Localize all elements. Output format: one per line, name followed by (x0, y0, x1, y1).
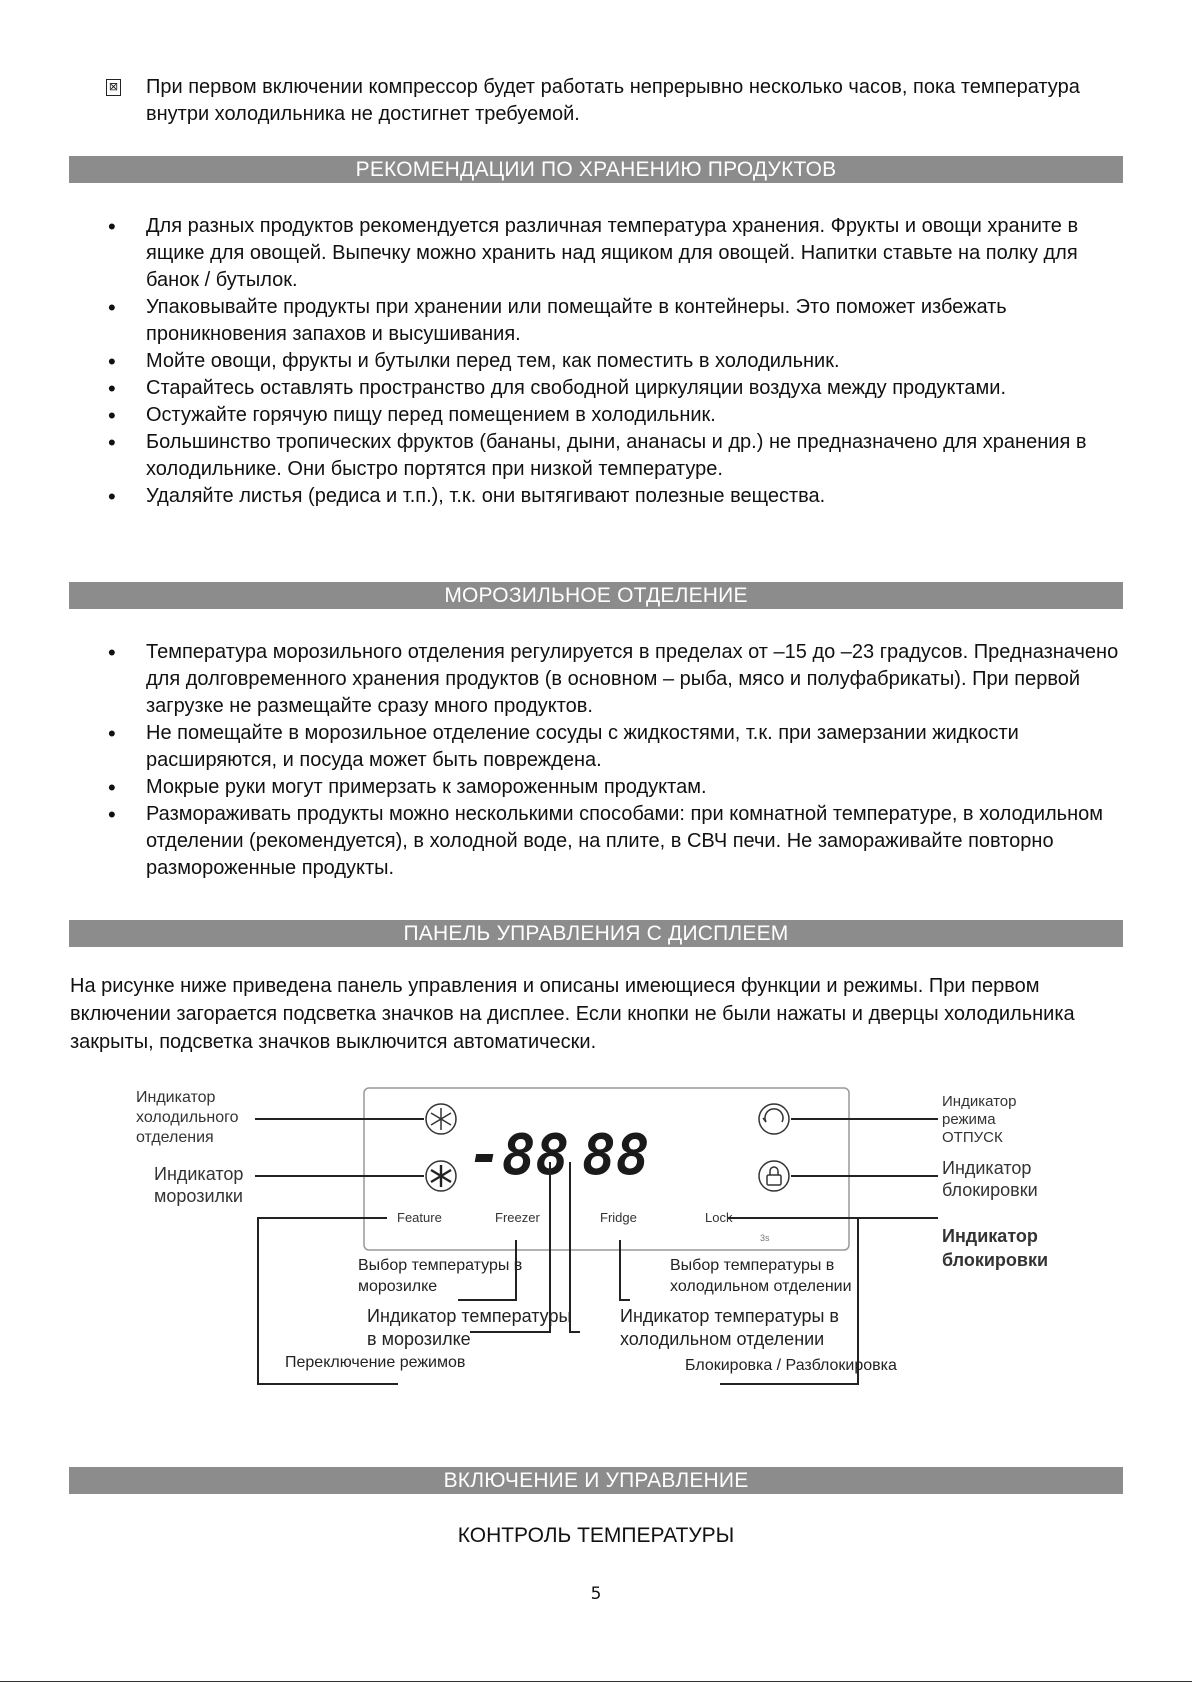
section-heading-panel: ПАНЕЛЬ УПРАВЛЕНИЯ С ДИСПЛЕЕМ (69, 920, 1123, 947)
left-callouts (136, 1089, 243, 1206)
freezer-temp-select-label: Выбор температуры в (358, 1257, 523, 1274)
fridge-button[interactable]: Fridge (600, 1210, 637, 1225)
list-item: • Размораживать продукты можно несколькими способами: при комнатной температуре, в холодильном отделении (рекомендуется), в холодной воде, на плите, в СВЧ печи. Не замораживайте повторно размороженные продукты. (108, 801, 1128, 882)
fridge-temp-display: 88 (582, 1123, 650, 1188)
vacation-indicator-label: Индикатор (942, 1093, 1017, 1110)
freezer-indicator-label: морозилки (154, 1186, 243, 1206)
list-item: • Удаляйте листья (редиса и т.п.), т.к. они вытягивают полезные вещества. (108, 483, 1128, 510)
checkbox-glyph-icon: ⊠ (106, 79, 121, 96)
lock-button[interactable]: Lock (705, 1210, 733, 1225)
fridge-indicator-label: Индикатор (136, 1089, 216, 1106)
list-item: • Большинство тропических фруктов (бананы, дыни, ананасы и др.) не предназначено для хранения в холодильнике. Они быстро портятся при низкой температуре. (108, 429, 1128, 483)
fridge-indicator-label: холодильного (136, 1109, 239, 1126)
lock-indicator-label-2: блокировки (942, 1250, 1049, 1270)
section-heading-operation: ВКЛЮЧЕНИЕ И УПРАВЛЕНИЕ (69, 1467, 1123, 1494)
freezer-temp-indicator-label: в морозилке (367, 1329, 471, 1349)
intro-text: При первом включении компрессор будет работать непрерывно несколько часов, пока температура внутри холодильника не достигнет требуемой. (146, 76, 1080, 125)
vacation-indicator-label: ОТПУСК (942, 1129, 1003, 1146)
vacation-indicator-label: режима (942, 1111, 996, 1128)
storage-list (108, 213, 1128, 510)
list-item: • Упаковывайте продукты при хранении или помещайте в контейнеры. Это поможет избежать проникновения запахов и высушивания. (108, 294, 1128, 348)
panel-description: На рисунке ниже приведена панель управления и описаны имеющиеся функции и режимы. При первом включении загорается подсветка значков на дисплее. Если кнопки не были нажаты и дверцы холодильника закрыты, подсветка значков выключится автоматически. (70, 975, 1075, 1053)
lock-indicator-label: блокировки (942, 1180, 1038, 1200)
fridge-temp-indicator-label: холодильном отделении (620, 1329, 825, 1349)
fridge-temp-indicator-label: Индикатор температуры в (620, 1306, 839, 1326)
freezer-button[interactable]: Freezer (495, 1210, 540, 1225)
lock-indicator-label-2: Индикатор (942, 1226, 1038, 1246)
freezer-temp-select-label: морозилке (358, 1278, 438, 1295)
lock-indicator-label: Индикатор (942, 1158, 1032, 1178)
list-item: • Не помещайте в морозильное отделение сосуды с жидкостями, т.к. при замерзании жидкости расширяются, и посуда может быть повреждена. (108, 720, 1128, 774)
vacation-mode-icon (759, 1104, 789, 1134)
page-number: 5 (590, 1584, 602, 1604)
list-item: • Для разных продуктов рекомендуется различная температура хранения. Фрукты и овощи храните в ящике для овощей. Выпечку можно хранить над ящиком для овощей. Напитки ставьте на полку для банок / бутылок. (108, 213, 1128, 294)
fridge-indicator-label: отделения (136, 1129, 214, 1146)
right-callouts (942, 1093, 1048, 1270)
freezer-snowflake-icon (426, 1161, 456, 1191)
fridge-temp-select-label: холодильном отделении (670, 1278, 852, 1295)
control-panel-diagram (130, 1082, 1070, 1392)
list-item: • Температура морозильного отделения регулируется в пределах от –15 до –23 градусов. Предназначено для долговременного хранения продуктов (в основном – рыба, мясо и полуфабрикаты). При первой загрузке не размещайте сразу много продуктов. (108, 639, 1128, 720)
list-item: • Остужайте горячую пищу перед помещением в холодильник. (108, 402, 1128, 429)
subheading-temperature-control: КОНТРОЛЬ ТЕМПЕРАТУРЫ (457, 1524, 735, 1547)
feature-button[interactable]: Feature (397, 1210, 442, 1225)
bottom-callouts (285, 1257, 897, 1374)
list-item: • Мойте овощи, фрукты и бутылки перед тем, как поместить в холодильник. (108, 348, 1128, 375)
list-item: • Старайтесь оставлять пространство для свободной циркуляции воздуха между продуктами. (108, 375, 1128, 402)
intro-note (108, 74, 1128, 128)
lock-unlock-label: Блокировка / Разблокировка (685, 1357, 897, 1374)
section-heading-storage: РЕКОМЕНДАЦИИ ПО ХРАНЕНИЮ ПРОДУКТОВ (69, 156, 1123, 183)
freezer-temp-display: -88 (468, 1123, 570, 1188)
freezer-temp-indicator-label: Индикатор температуры (367, 1306, 572, 1326)
mode-switch-label: Переключение режимов (285, 1354, 466, 1371)
section-heading-freezer: МОРОЗИЛЬНОЕ ОТДЕЛЕНИЕ (69, 582, 1123, 609)
list-item: • Мокрые руки могут примерзать к замороженным продуктам. (108, 774, 1128, 801)
footer-rule (0, 1681, 1192, 1682)
lock-hold-hint: 3s (760, 1233, 770, 1243)
fridge-snowflake-icon (426, 1104, 456, 1134)
freezer-list (108, 639, 1128, 882)
fridge-temp-select-label: Выбор температуры в (670, 1257, 835, 1274)
control-panel-svg (130, 1082, 1070, 1387)
freezer-indicator-label: Индикатор (154, 1164, 244, 1184)
lock-icon (759, 1161, 789, 1191)
